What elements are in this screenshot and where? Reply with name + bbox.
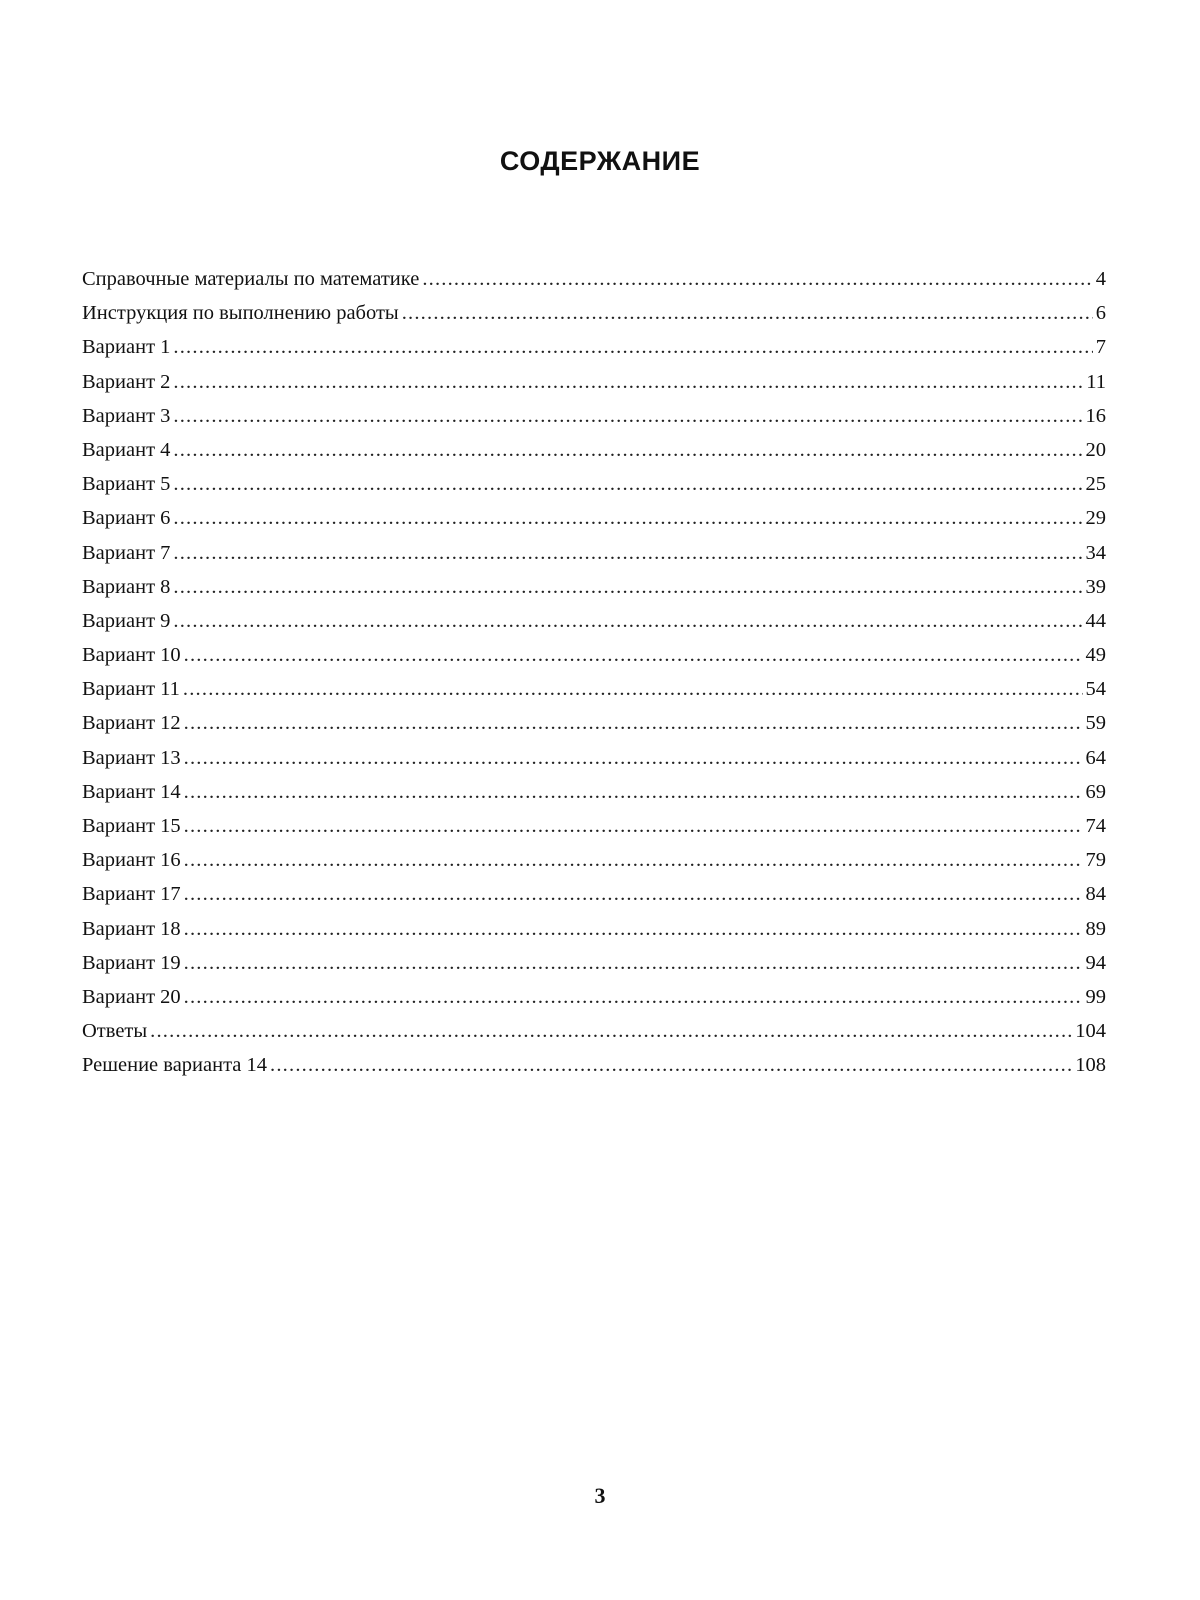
toc-dot-leader (184, 741, 1083, 775)
toc-entry-label: Вариант 13 (82, 746, 181, 769)
toc-entry-label: Вариант 20 (82, 985, 181, 1008)
toc-entry[interactable] (82, 467, 1106, 501)
toc-entry-label: Вариант 15 (82, 815, 181, 837)
toc-entry-page: 108 (1075, 1054, 1106, 1077)
toc-entry[interactable] (82, 912, 1106, 946)
toc-entry[interactable] (82, 1014, 1106, 1048)
toc-dot-leader (173, 536, 1082, 570)
toc-entry-page: 34 (1085, 541, 1106, 564)
toc-entry[interactable] (82, 570, 1106, 604)
toc-entry-page: 89 (1085, 917, 1106, 940)
toc-dot-leader (183, 672, 1083, 706)
toc-dot-leader (173, 501, 1082, 535)
toc-entry-page: 54 (1085, 678, 1106, 701)
toc-entry-label: Вариант 17 (82, 883, 181, 906)
toc-entry[interactable] (82, 741, 1106, 775)
toc-entry-label: Вариант 2 (82, 370, 171, 393)
toc-entry-label: Вариант 19 (82, 951, 181, 974)
toc-dot-leader (173, 604, 1082, 638)
toc-entry-label: Решение варианта 14 (82, 1054, 268, 1077)
toc-entry-label: Вариант 11 (82, 678, 180, 701)
toc-entry-page: 84 (1085, 883, 1106, 906)
toc-entry-page: 99 (1085, 985, 1106, 1008)
toc-entry-page: 29 (1085, 507, 1106, 530)
toc-entry[interactable] (82, 433, 1106, 467)
toc-entry[interactable] (82, 604, 1106, 638)
toc-entry-page: 64 (1085, 746, 1106, 769)
toc-entry-label: Вариант 14 (82, 780, 181, 803)
toc-dot-leader (173, 467, 1082, 501)
toc-dot-leader (184, 946, 1083, 980)
toc-entry-page: 4 (1095, 268, 1106, 290)
toc-dot-leader (173, 365, 1083, 399)
toc-entry-page: 74 (1085, 815, 1106, 837)
toc-entry-label: Справочные материалы по математике (82, 268, 420, 290)
page-title: СОДЕРЖАНИЕ (499, 146, 701, 176)
toc-entry-label: Вариант 8 (82, 575, 171, 598)
toc-dot-leader (184, 809, 1083, 843)
toc-entry-page: 94 (1085, 951, 1106, 974)
toc-entry[interactable] (82, 809, 1106, 843)
toc-dot-leader (270, 1048, 1072, 1082)
toc-dot-leader (150, 1014, 1072, 1048)
toc-entry[interactable] (82, 638, 1106, 672)
toc-entry-page: 104 (1075, 1020, 1106, 1043)
toc-entry-label: Вариант 18 (82, 917, 181, 940)
toc-entry-label: Вариант 7 (82, 541, 171, 564)
toc-dot-leader (173, 433, 1082, 467)
toc-entry[interactable] (82, 365, 1106, 399)
toc-dot-leader (173, 570, 1082, 604)
toc-entry-label: Вариант 9 (82, 609, 171, 632)
toc-entry-page: 39 (1085, 575, 1106, 598)
toc-dot-leader (184, 638, 1083, 672)
toc-entry-page: 20 (1085, 438, 1106, 461)
toc-entry[interactable] (82, 1048, 1106, 1082)
toc-entry-label: Вариант 16 (82, 849, 181, 872)
toc-entry-page: 49 (1085, 644, 1106, 667)
toc-entry[interactable] (82, 843, 1106, 877)
toc-entry-page: 25 (1085, 473, 1106, 496)
toc-entry-label: Вариант 10 (82, 644, 181, 667)
toc-entry-label: Вариант 4 (82, 438, 171, 461)
toc-entry-label: Вариант 3 (82, 404, 171, 427)
toc-entry-label: Вариант 12 (82, 712, 181, 735)
table-of-contents (82, 262, 1106, 1083)
toc-entry-label: Вариант 6 (82, 507, 171, 530)
toc-entry[interactable] (82, 980, 1106, 1014)
toc-entry[interactable] (82, 877, 1106, 911)
toc-entry[interactable] (82, 706, 1106, 740)
toc-entry-page: 11 (1086, 370, 1106, 393)
toc-dot-leader (184, 980, 1083, 1014)
toc-dot-leader (173, 330, 1092, 364)
toc-entry-page: 69 (1085, 780, 1106, 803)
toc-entry[interactable] (82, 775, 1106, 809)
toc-entry[interactable] (82, 672, 1106, 706)
page-number: 3 (594, 1483, 606, 1508)
toc-dot-leader (402, 296, 1093, 330)
toc-entry[interactable] (82, 536, 1106, 570)
toc-dot-leader (422, 262, 1092, 296)
toc-dot-leader (173, 399, 1082, 433)
toc-entry-page: 44 (1085, 609, 1106, 632)
toc-dot-leader (184, 775, 1083, 809)
toc-entry-label: Инструкция по выполнению работы (82, 302, 399, 325)
toc-entry[interactable] (82, 946, 1106, 980)
toc-entry-label: Вариант 1 (82, 336, 171, 359)
toc-dot-leader (184, 877, 1083, 911)
toc-dot-leader (184, 843, 1083, 877)
toc-entry[interactable] (82, 296, 1106, 330)
toc-entry-page: 16 (1085, 404, 1106, 427)
toc-entry-label: Вариант 5 (82, 473, 171, 496)
toc-entry[interactable] (82, 501, 1106, 535)
toc-entry[interactable] (82, 330, 1106, 364)
toc-dot-leader (184, 912, 1083, 946)
toc-entry-label: Ответы (82, 1020, 148, 1043)
toc-entry-page: 79 (1085, 849, 1106, 872)
toc-entry-page: 59 (1085, 712, 1106, 735)
toc-entry-page: 7 (1095, 336, 1106, 359)
toc-entry[interactable] (82, 399, 1106, 433)
toc-entry[interactable] (82, 262, 1106, 296)
toc-entry-page: 6 (1095, 302, 1106, 325)
toc-dot-leader (184, 706, 1083, 740)
